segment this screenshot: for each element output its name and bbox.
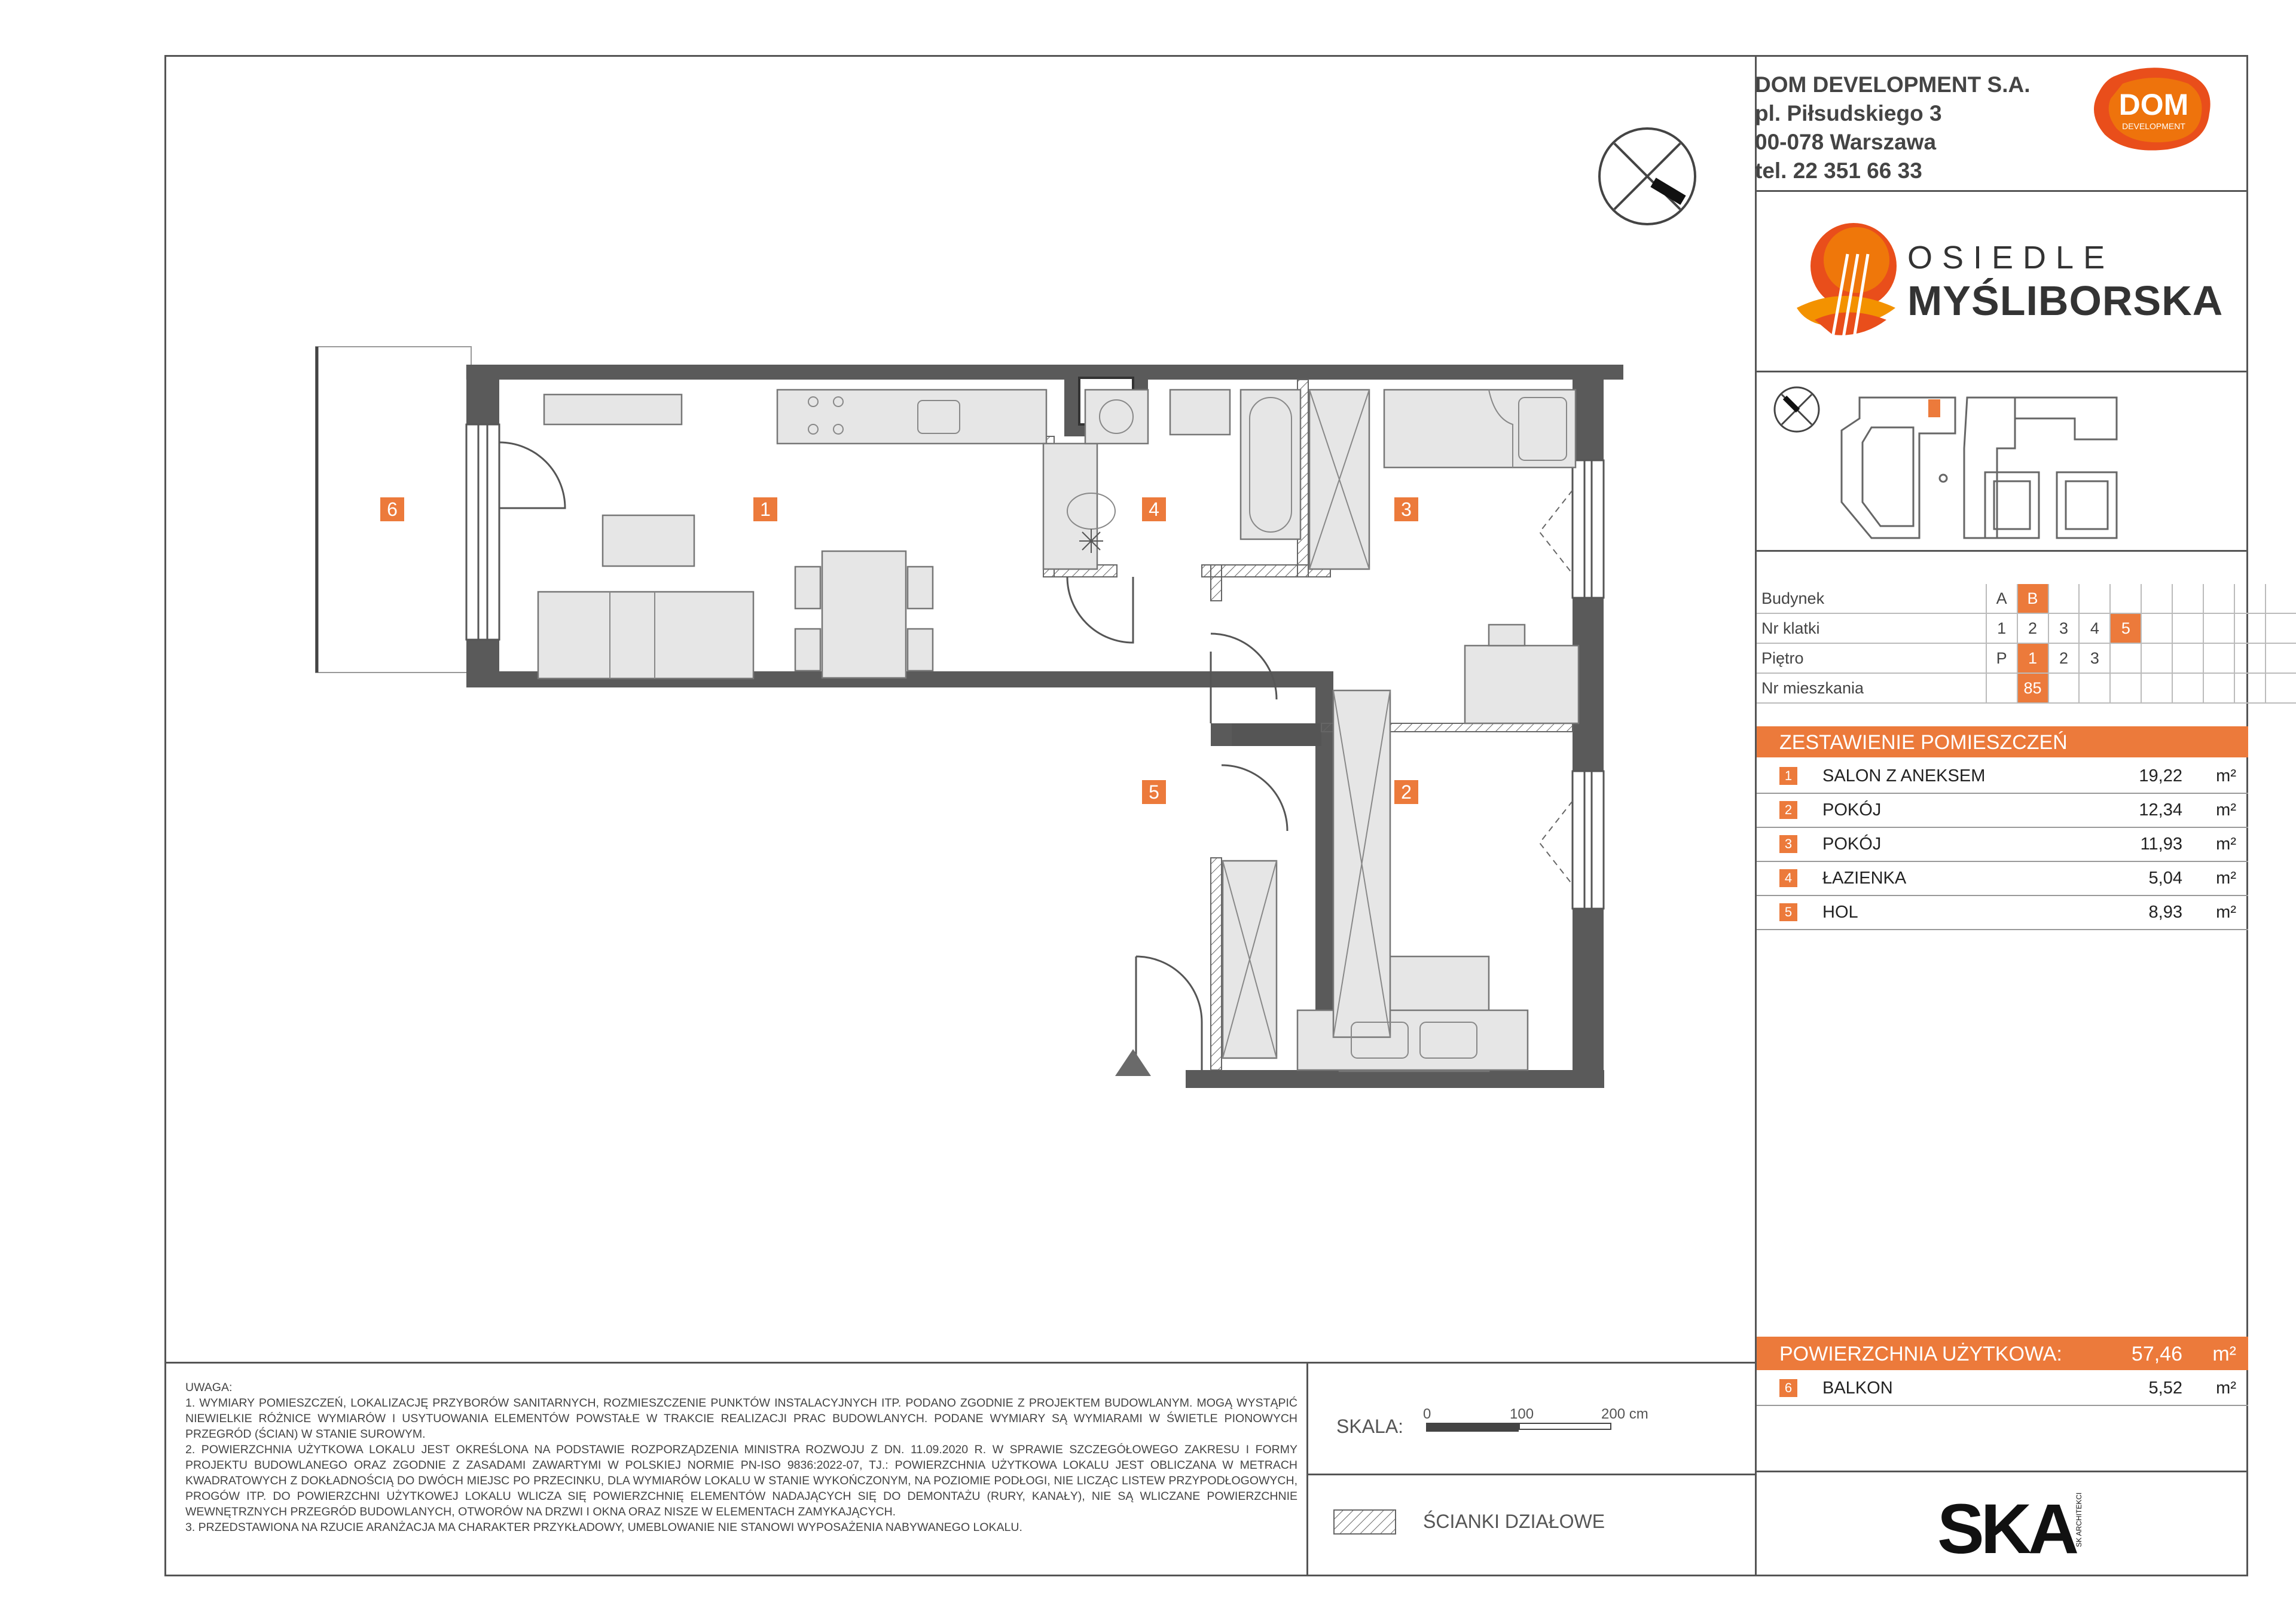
room-area: 12,34 [2139,800,2182,820]
balcony-name: BALKON [1822,1379,1893,1398]
total-area-value: 57,46 [2131,1343,2182,1365]
divider [1755,550,2248,552]
divider [1755,190,2248,192]
total-area-label: POWIERZCHNIA UŻYTKOWA: [1779,1343,2062,1365]
logo-sub-text: DEVELOPMENT [2122,121,2185,131]
location-row [1757,584,2296,613]
room-row [1757,793,2248,828]
plan-label-2: 2 [1394,780,1418,804]
location-cell [2234,584,2266,613]
rooms-header: ZESTAWIENIE POMIESZCZEŃ [1779,731,2068,754]
location-cell [2203,673,2234,703]
dom-development-logo [2090,66,2218,155]
key-plan-compass-icon [1775,387,1819,432]
plan-label-1: 1 [753,497,777,521]
room-name: POKÓJ [1822,835,1882,854]
location-cell: P [1986,643,2017,673]
location-cell [2266,643,2296,673]
location-cell [2110,643,2141,673]
location-cell [1986,673,2017,703]
room-unit: m² [2216,903,2236,922]
room-row [1757,827,2248,862]
project-logo-icon [1791,218,1904,350]
location-cell [2079,673,2110,703]
company-address [1755,71,2030,185]
location-cell [2172,584,2203,613]
location-cell: 85 [2017,673,2048,703]
divider [1755,371,2248,372]
apartment-location-marker [1928,399,1940,417]
location-cell [2172,673,2203,703]
location-cell [2172,643,2203,673]
partition-hatch-icon [1333,1509,1396,1535]
bathroom-sink [1170,390,1230,435]
room-number: 2 [1779,801,1797,819]
coffee-table [603,515,694,566]
location-row-label: Nr klatki [1757,613,1986,643]
location-row [1757,673,2296,703]
location-cell [2141,584,2172,613]
project-brand [1791,218,2224,350]
plan-label-5: 5 [1142,780,1166,804]
notes-title: UWAGA: [185,1381,233,1394]
divider [1755,1471,2248,1472]
location-cell [2234,673,2266,703]
desk [1465,646,1578,723]
location-row-label: Budynek [1757,584,1986,613]
architect-logo-sub: SK ARCHITEKCI [2075,1492,2083,1547]
balcony-area: 5,52 [2148,1379,2182,1398]
note-item: 1. WYMIARY POMIESZCZEŃ, LOKALIZACJĘ PRZYBORÓW SANITARNYCH, ROZMIESZCZENIE PUNKTÓW INSTALACYJNYCH ITP. PODANO ZGODNIE Z PROJEKTEM BUDOWLANYM. MOGĄ WYSTĄPIĆ NIEWIELKIE RÓŻNICE WYMIARÓW I USYTUOWANIA ELEMENTÓW POWSTAŁE W TRAKCIE REALIZACJI PRAC BUDOWLANYCH. PODANE WYMIARY SĄ WYMIARAMI W ŚWIETLE PIONOWYCH PRZEGRÓD (ŚCIAN) W STANIE SUROWYM. [185,1396,1297,1441]
divider [1306,1362,1308,1576]
divider [1306,1474,1755,1475]
room-row [1757,895,2248,930]
location-cell [2266,613,2296,643]
location-cell [2203,584,2234,613]
room-number: 3 [1779,835,1797,853]
room-area: 5,04 [2148,869,2182,888]
room-name: HOL [1822,903,1858,922]
location-cell: 3 [2079,643,2110,673]
bed-room3 [1384,390,1576,467]
location-cell [2203,613,2234,643]
note-item: 2. POWIERZCHNIA UŻYTKOWA LOKALU JEST OKREŚLONA NA PODSTAWIE ROZPORZĄDZENIA MINISTRA ROZWOJU Z DN. 11.09.2020 R. W SPRAWIE SZCZEGÓŁOWEGO ZAKRESU I FORMY PROJEKTU BUDOWLANEGO ORAZ ZGODNIE Z ZASADAMI ZAWARTYMI W POLSKIEJ NORMIE PN-ISO 9836:2022-07, TJ.: POWIERZCHNIA UŻYTKOWA LOKALU JEST OBLICZANA W METRACH KWADRATOWYCH Z DOKŁADNOŚCIĄ DO DWÓCH MIEJSC PO PRZECINKU, DLA WYMIARÓW LOKALU W STANIE WYKOŃCZONYM, NA POZIOMIE PODŁOGI, NIE LICZĄC LISTEW PRZYPODŁOGOWYCH, PROGÓW ITP. DO POWIERZCHNI UŻYTKOWEJ LOKALU WLICZA SIĘ POWIERZCHNIĘ ELEMENTÓW NADAJĄCYCH SIĘ DO DEMONTAŻU (RURY, KANAŁY), NIE SĄ WLICZANE POWIERZCHNIE WEWNĘTRZNYCH PRZEGRÓD BUDOWLANYCH, OTWORÓW NA DRZWI I OKNA ORAZ NISZE W ELEMENTACH ZAMYKAJĄCYCH. [185,1443,1297,1518]
location-cell [2141,643,2172,673]
kitchen-side-counter [1043,444,1097,569]
location-cell [2203,643,2234,673]
entrance-arrow-icon [1115,1049,1151,1076]
company-city: 00-078 Warszawa [1755,130,1937,154]
scale-bar-filled [1426,1423,1519,1432]
balcony-row [1757,1371,2248,1406]
room-name: ŁAZIENKA [1822,869,1907,888]
location-cell [2266,584,2296,613]
tv-cabinet [544,395,682,424]
room-area: 19,22 [2139,766,2182,785]
architect-logo [1937,1488,2093,1569]
site-key-plan [1758,383,2248,550]
location-cell [2172,613,2203,643]
room-unit: m² [2216,800,2236,820]
fan-icon [1079,529,1103,553]
room-number: 1 [1779,767,1797,785]
north-arrow-compass-icon [1587,117,1707,236]
sofa [538,592,753,678]
location-cell [2079,584,2110,613]
location-row-label: Piętro [1757,643,1986,673]
room-row [1757,759,2248,794]
location-cell: 1 [1986,613,2017,643]
location-cell [2048,673,2080,703]
room-unit: m² [2216,835,2236,854]
rooms-header-bar [1757,726,2248,757]
location-table [1757,584,2296,704]
scale-bar-empty [1519,1423,1611,1430]
location-cell [2110,673,2141,703]
divider [164,1362,1755,1364]
plan-label-3: 3 [1394,497,1418,521]
note-item: 3. PRZEDSTAWIONA NA RZUCIE ARANŻACJA MA CHARAKTER PRZYKŁADOWY, UMEBLOWANIE NIE STANOWI WYPOSAŻENIA NABYWANEGO LOKALU. [185,1521,1022,1534]
legend-label: ŚCIANKI DZIAŁOWE [1423,1511,1605,1532]
location-cell: 2 [2017,613,2048,643]
scale-label: SKALA: [1336,1416,1404,1437]
kitchen-counter [777,390,1046,444]
floor-plan [299,335,1644,1094]
location-row [1757,613,2296,643]
location-row [1757,643,2296,673]
location-cell: B [2017,584,2048,613]
location-cell: 5 [2110,613,2141,643]
room-unit: m² [2216,869,2236,888]
architect-logo-text: SKA [1937,1490,2076,1569]
balcony-unit: m² [2216,1379,2236,1398]
company-name: DOM DEVELOPMENT S.A. [1755,72,2031,97]
location-cell: 2 [2048,643,2080,673]
room-name: SALON Z ANEKSEM [1822,766,1986,785]
scale-tick-200: 200 cm [1601,1406,1648,1422]
room-area: 11,93 [2140,835,2182,854]
dining-table [822,551,906,678]
location-cell: A [1986,584,2017,613]
location-cell [2266,673,2296,703]
company-street: pl. Piłsudskiego 3 [1755,101,1942,126]
room-name: POKÓJ [1822,800,1882,820]
total-area-bar [1757,1337,2248,1370]
building-outline [1842,398,2117,538]
plan-label-4: 4 [1142,497,1166,521]
balcony-number: 6 [1779,1379,1797,1397]
location-cell: 3 [2048,613,2080,643]
location-cell [2234,613,2266,643]
location-row-label: Nr mieszkania [1757,673,1986,703]
notes-block [185,1380,1297,1535]
scale-tick-0: 0 [1423,1406,1431,1422]
washing-machine [1085,390,1148,444]
location-cell [2110,584,2141,613]
logo-main-text: DOM [2118,88,2189,121]
location-cell [2141,613,2172,643]
room-unit: m² [2216,766,2236,785]
room-row [1757,861,2248,896]
location-cell [2141,673,2172,703]
total-area-unit: m² [2212,1343,2236,1365]
location-cell: 4 [2079,613,2110,643]
location-cell: 1 [2017,643,2048,673]
plan-label-6: 6 [380,497,404,521]
scale-tick-100: 100 [1510,1406,1534,1422]
room-number: 5 [1779,903,1797,921]
location-cell [2234,643,2266,673]
project-name-line1: OSIEDLE [1907,240,2115,276]
company-phone: tel. 22 351 66 33 [1755,158,1922,183]
room-number: 4 [1779,869,1797,887]
project-name-line2: MYŚLIBORSKA [1907,277,2224,324]
room-area: 8,93 [2148,903,2182,922]
location-cell [2048,584,2080,613]
